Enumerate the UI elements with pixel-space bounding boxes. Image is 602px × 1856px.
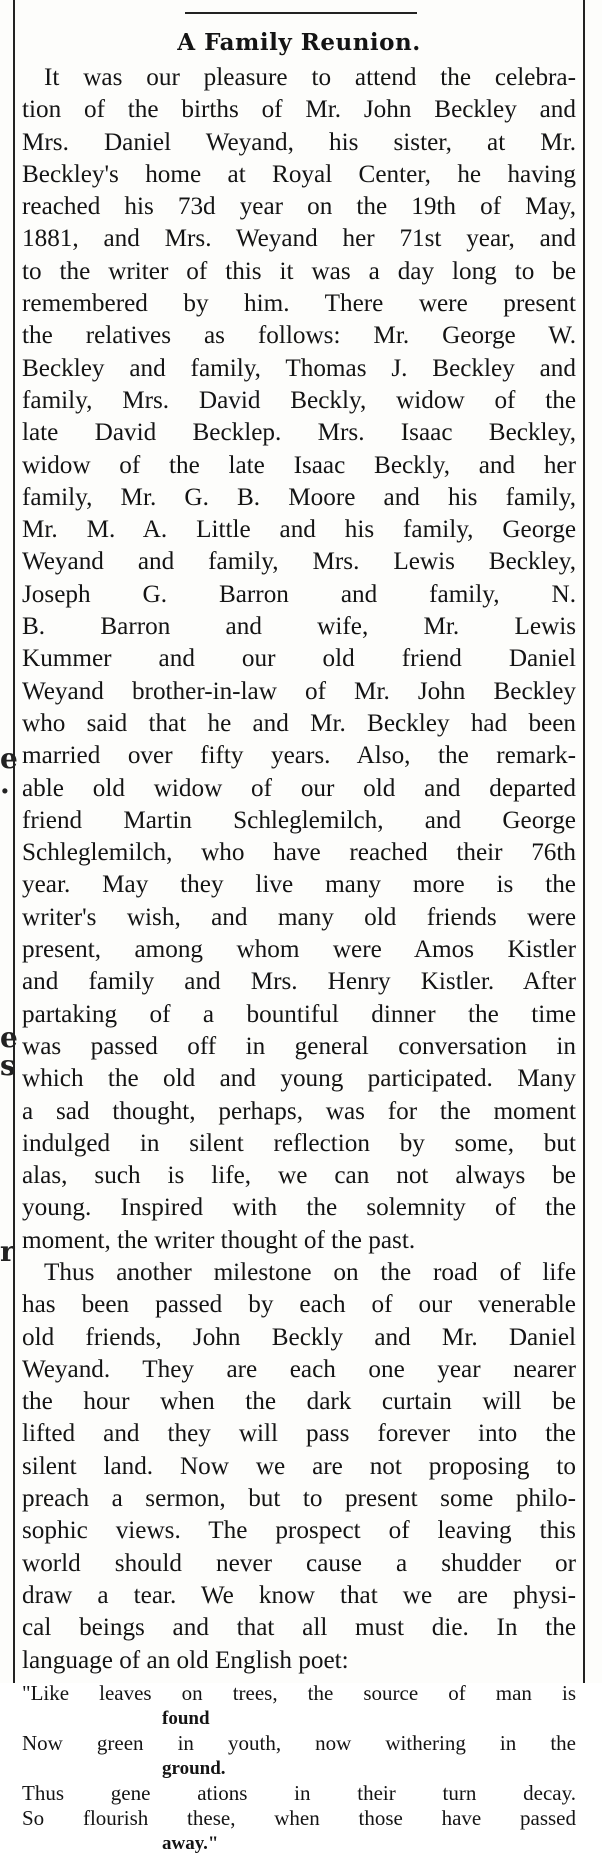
text-line: Kummer and our old friend Daniel	[22, 645, 576, 673]
text-line: family, Mr. G. B. Moore and his family,	[22, 483, 576, 511]
text-line: 1881, and Mrs. Weyand her 71st year, and	[22, 225, 576, 253]
text-line: Schleglemilch, who have reached their 76th	[22, 839, 576, 867]
text-line: B. Barron and wife, Mr. Lewis	[22, 613, 576, 641]
adjacent-column-char: s	[0, 1049, 16, 1082]
text-line: It was our pleasure to attend the celebra-	[44, 64, 576, 91]
text-line: remembered by him. There were present	[22, 290, 576, 318]
poem-line: ground.	[162, 1757, 226, 1779]
paragraph-1	[22, 62, 576, 1257]
right-column-rule	[583, 0, 585, 1683]
text-line: a sad thought, perhaps, was for the moment	[22, 1097, 576, 1125]
text-line: which the old and young participated. Many	[22, 1065, 576, 1093]
text-line: language of an old English poet:	[22, 1646, 349, 1674]
text-line: has been passed by each of our venerable	[22, 1291, 576, 1319]
poem-line: So flourish these, when those have passed	[22, 1805, 576, 1830]
text-line: sophic views. The prospect of leaving this	[22, 1517, 576, 1545]
text-line: Mr. M. A. Little and his family, George	[22, 516, 576, 544]
left-column-rule	[13, 0, 15, 1683]
text-line: draw a tear. We know that we are physi-	[22, 1581, 576, 1609]
poem-line: Now green in youth, now withering in the	[22, 1730, 576, 1755]
text-line: to the writer of this it was a day long to be	[22, 257, 576, 285]
text-line: cal beings and that all must die. In the	[22, 1614, 576, 1642]
text-line: young. Inspired with the solemnity of the	[22, 1194, 576, 1222]
article-headline: A Family Reunion.	[177, 29, 421, 56]
text-line: Weyand and family, Mrs. Lewis Beckley,	[22, 548, 576, 576]
text-line: alas, such is life, we can not always be	[22, 1162, 576, 1190]
text-line: the relatives as follows: Mr. George W.	[22, 322, 576, 350]
adjacent-column-char: e	[0, 742, 18, 775]
text-line: Mrs. Daniel Weyand, his sister, at Mr.	[22, 128, 576, 156]
text-line: lifted and they will pass forever into the	[22, 1420, 576, 1448]
text-line: writer's wish, and many old friends were	[22, 903, 576, 931]
text-line: indulged in silent reflection by some, but	[22, 1129, 576, 1157]
text-line: late David Becklep. Mrs. Isaac Beckley,	[22, 419, 576, 447]
text-line: friend Martin Schleglemilch, and George	[22, 806, 576, 834]
text-line: moment, the writer thought of the past.	[22, 1226, 416, 1254]
poem-line: "Like leaves on trees, the source of man is	[22, 1680, 576, 1705]
text-line: reached his 73d year on the 19th of May,	[22, 193, 576, 221]
text-line: married over fifty years. Also, the remark-	[22, 742, 576, 770]
text-line: Joseph G. Barron and family, N.	[22, 580, 576, 608]
text-line: silent land. Now we are not proposing to	[22, 1452, 576, 1480]
text-line: Beckley and family, Thomas J. Beckley and	[22, 354, 576, 382]
text-line: able old widow of our old and departed	[22, 774, 576, 802]
text-line: old friends, John Beckly and Mr. Daniel	[22, 1323, 576, 1351]
adjacent-column-char: r	[0, 1235, 15, 1268]
text-line: who said that he and Mr. Beckley had been	[22, 709, 576, 737]
text-line: was passed off in general conversation in	[22, 1032, 576, 1060]
text-line: world should never cause a shudder or	[22, 1549, 576, 1577]
text-line: partaking of a bountiful dinner the time	[22, 1000, 576, 1028]
headline-top-rule	[185, 12, 417, 14]
text-line: Weyand. They are each one year nearer	[22, 1355, 576, 1383]
text-line: widow of the late Isaac Beckly, and her	[22, 451, 576, 479]
text-line: family, Mrs. David Beckly, widow of the	[22, 386, 576, 414]
adjacent-column-char: .	[0, 767, 10, 800]
text-line: tion of the births of Mr. John Beckley and	[22, 96, 576, 124]
paragraph-2	[22, 1257, 576, 1677]
text-line: present, among whom were Amos Kistler	[22, 936, 576, 964]
poem-line: away."	[162, 1832, 219, 1854]
text-line: the hour when the dark curtain will be	[22, 1388, 576, 1416]
text-line: year. May they live many more is the	[22, 871, 576, 899]
poem-quote	[22, 1681, 576, 1856]
poem-line: Thus gene ations in their turn decay.	[22, 1780, 576, 1805]
text-line: Weyand brother-in-law of Mr. John Beckley	[22, 677, 576, 705]
text-line: preach a sermon, but to present some philo-	[22, 1485, 576, 1513]
article-column	[22, 20, 576, 1856]
poem-line: found	[162, 1707, 210, 1729]
text-line: Thus another milestone on the road of life	[44, 1258, 576, 1286]
text-line: and family and Mrs. Henry Kistler. After	[22, 968, 576, 996]
adjacent-column-char: e	[0, 1021, 18, 1054]
text-line: Beckley's home at Royal Center, he having	[22, 160, 576, 188]
